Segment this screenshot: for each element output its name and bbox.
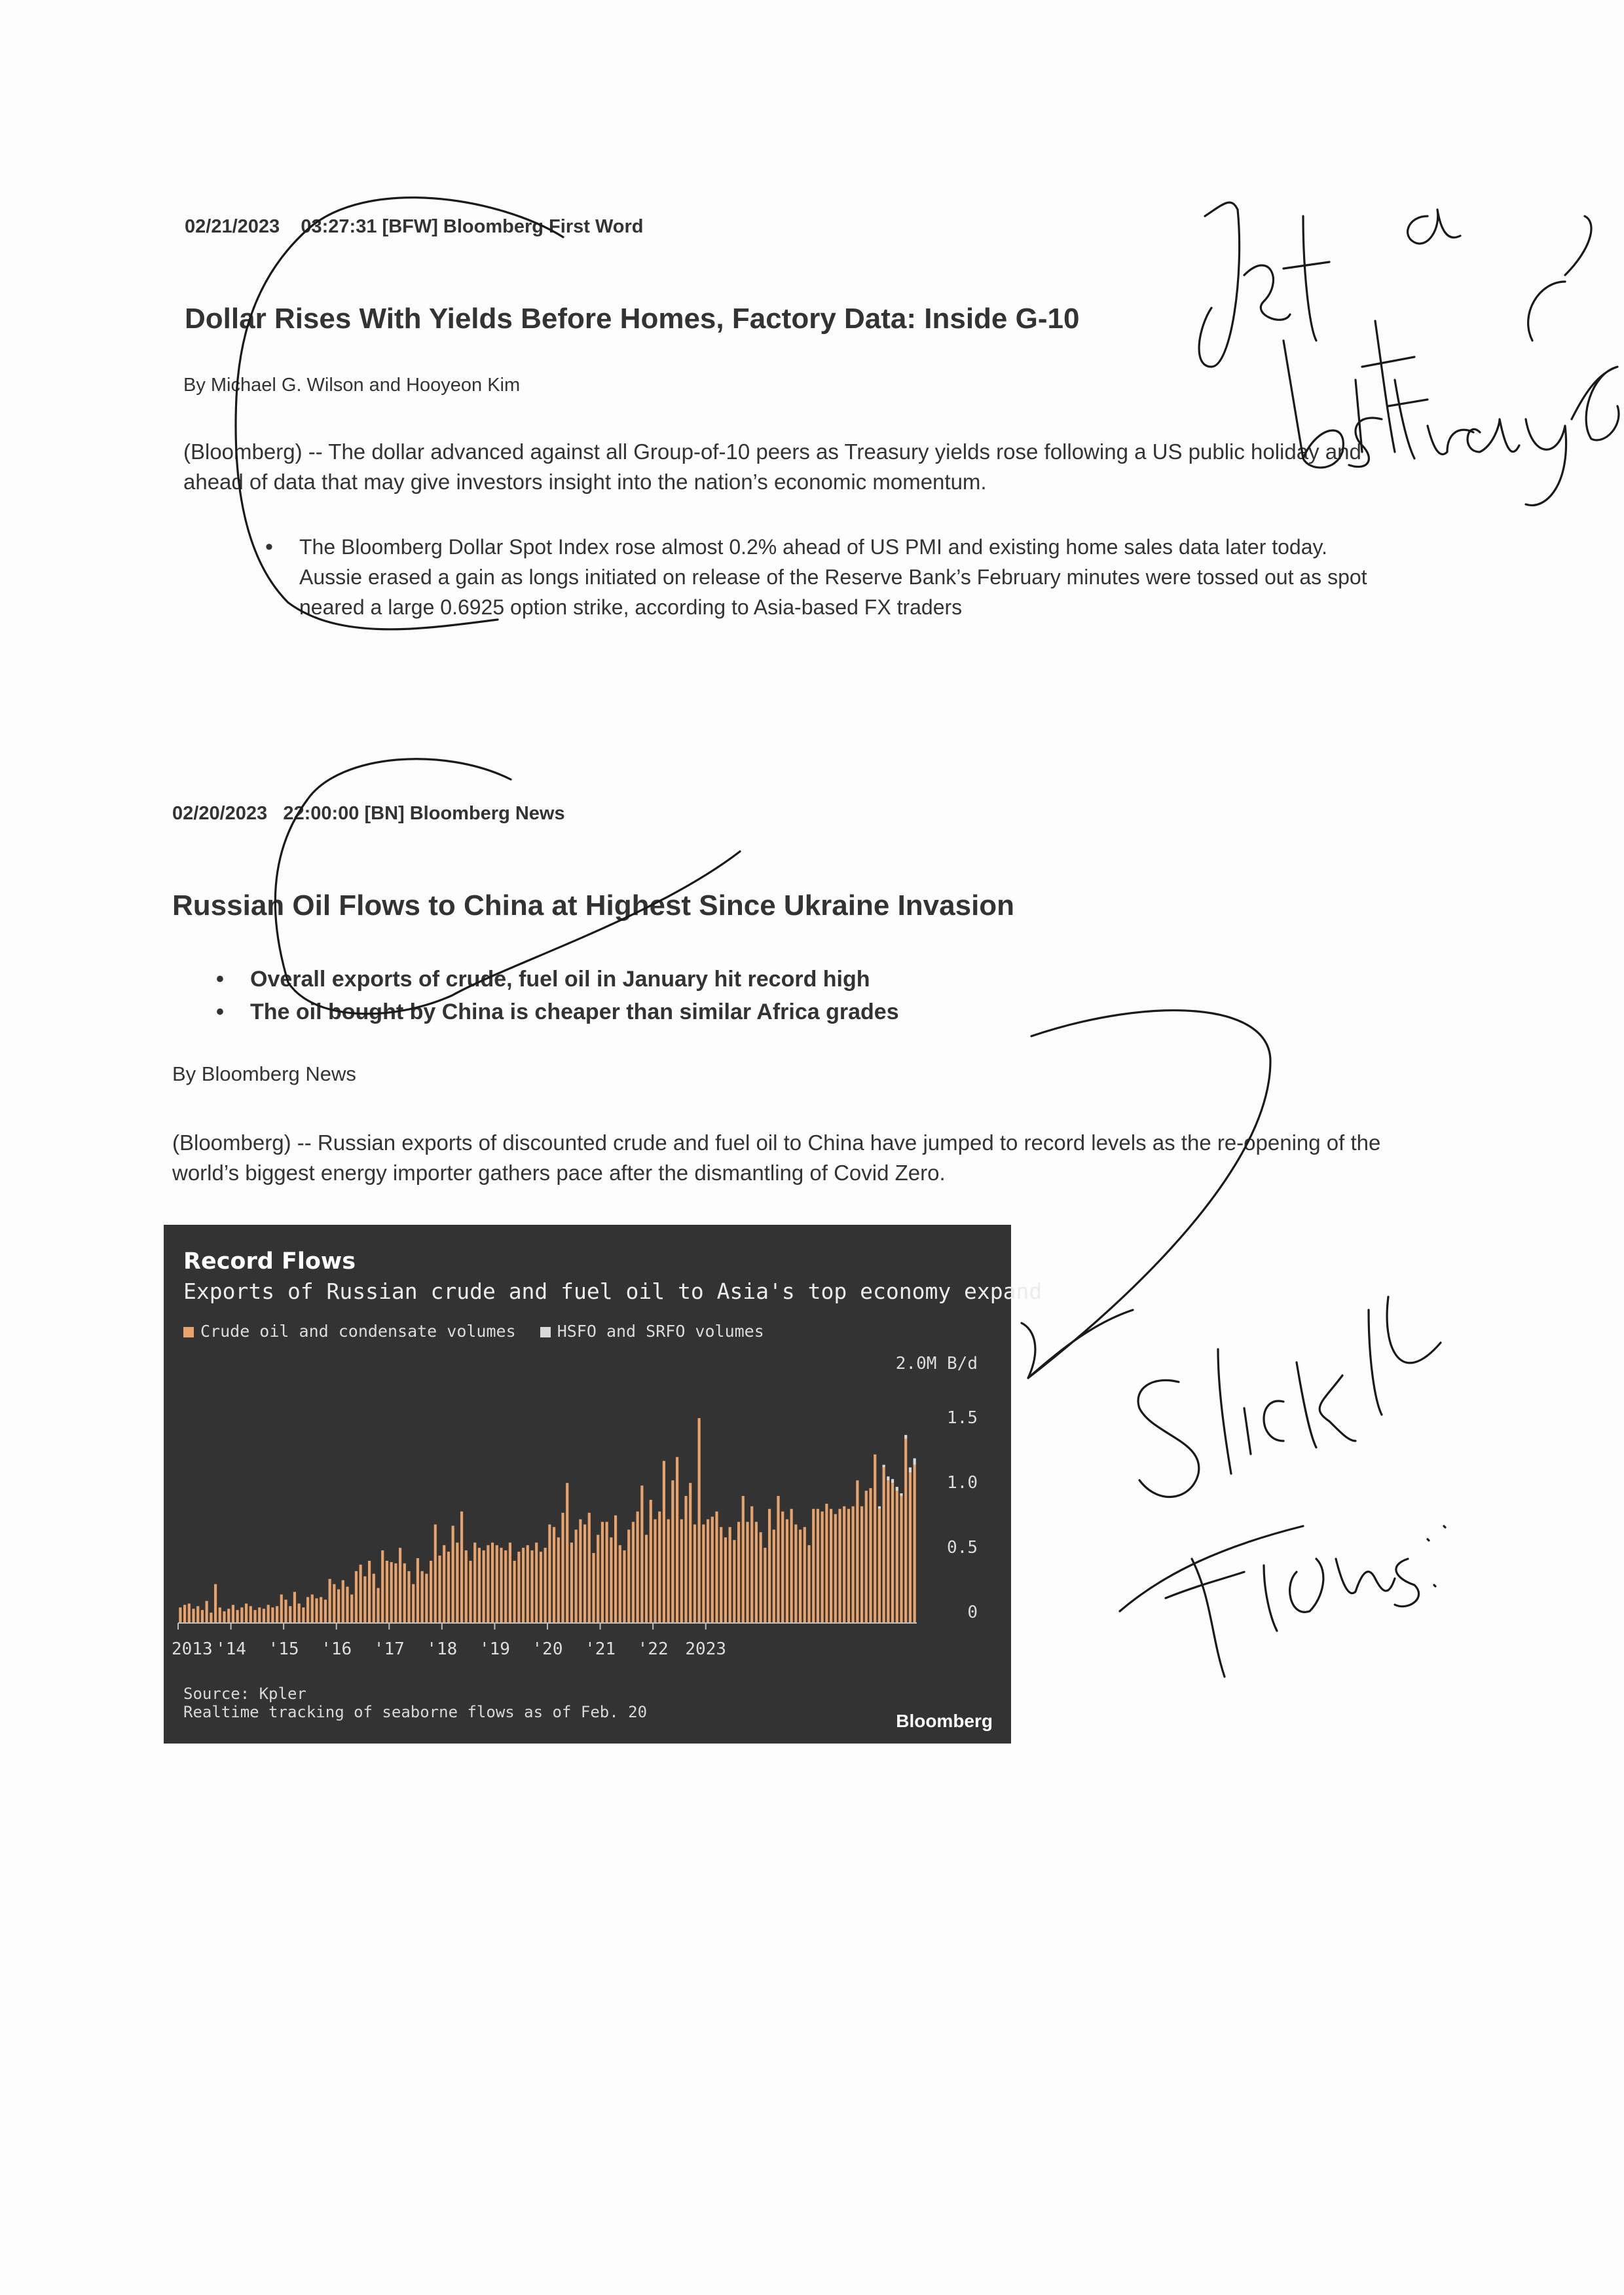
x-tick-label: '18 [426, 1639, 458, 1659]
article1-headline: Dollar Rises With Yields Before Homes, Factory Data: Inside G-10 [185, 303, 1080, 335]
chart-source: Source: Kpler [183, 1685, 306, 1703]
ink-arrow [1022, 1011, 1270, 1378]
x-tick-label: 2013 [172, 1639, 213, 1659]
article1-byline: By Michael G. Wilson and Hooyeon Kim [183, 375, 521, 396]
x-tick-label: 2023 [685, 1639, 727, 1659]
x-tick-label: '19 [479, 1639, 510, 1659]
ink-note1-a [1408, 210, 1460, 244]
x-tick-label: '14 [215, 1639, 247, 1659]
y-unit-label: 2.0M B/d [895, 1354, 978, 1373]
article2-bullet: • The oil bought by China is cheaper than similar Africa grades [216, 996, 899, 1028]
chart-note: Realtime tracking of seaborne flows as of Feb. 20 [183, 1703, 648, 1721]
x-tick-label: '20 [532, 1639, 563, 1659]
legend-label-hsfo: HSFO and SRFO volumes [557, 1322, 764, 1341]
ink-note2-sticky [1138, 1297, 1441, 1497]
article2-paragraph: (Bloomberg) -- Russian exports of discounted crude and fuel oil to China have jumped to record levels as the re-opening of the world’s biggest energy importer gathers pace after the dismantling of Covid Zero. [172, 1130, 1381, 1185]
article2-date: 02/20/2023 [172, 803, 268, 824]
y-tick-label: 1.0 [947, 1473, 978, 1493]
ink-note1-just [1199, 202, 1329, 367]
legend-label-crude: Crude oil and condensate volumes [200, 1322, 516, 1341]
y-tick-label: 0.5 [947, 1538, 978, 1558]
article1-paragraph: (Bloomberg) -- The dollar advanced against all Group-of-10 peers as Treasury yields rose following a US public holiday and ahead of data that may give investors insight into the nation’s economic momentum. [183, 439, 1361, 494]
article2-bullet: • Overall exports of crude, fuel oil in January hit record high [216, 963, 899, 996]
y-tick-label: 0 [967, 1603, 978, 1622]
y-tick-label: 1.5 [947, 1408, 978, 1428]
ink-note1-bit [1283, 321, 1414, 468]
x-tick-label: '21 [585, 1639, 616, 1659]
x-tick-label: '22 [637, 1639, 669, 1659]
article2-headline: Russian Oil Flows to China at Highest Since Ukraine Invasion [172, 889, 1015, 922]
article1-bullet: • The Bloomberg Dollar Spot Index rose almost 0.2% ahead of US PMI and existing home sales data later today. Aussie erased a gain as longs initiated on release of the Reserve Bank’s February minutes were tossed out as spot neared a large 0.6925 option strike, according to Asia-based FX traders [265, 532, 1378, 622]
chart-subtitle: Exports of Russian crude and fuel oil to Asia's top economy expand [183, 1278, 1043, 1304]
chart-title: Record Flows [183, 1248, 356, 1275]
x-tick-label: '17 [373, 1639, 405, 1659]
article1-date: 02/21/2023 [185, 216, 280, 237]
article2-byline: By Bloomberg News [172, 1062, 356, 1085]
x-tick-label: '16 [321, 1639, 352, 1659]
article1-time-source: 03:27:31 [BFW] Bloomberg First Word [301, 216, 644, 237]
article2-time-source: 22:00:00 [BN] Bloomberg News [283, 803, 565, 824]
bloomberg-logo: Bloomberg [896, 1711, 993, 1731]
ink-circle-article1 [236, 198, 563, 629]
x-tick-label: '15 [268, 1639, 299, 1659]
ink-circle-article2 [275, 759, 740, 1014]
ink-note2-flows [1120, 1526, 1445, 1677]
